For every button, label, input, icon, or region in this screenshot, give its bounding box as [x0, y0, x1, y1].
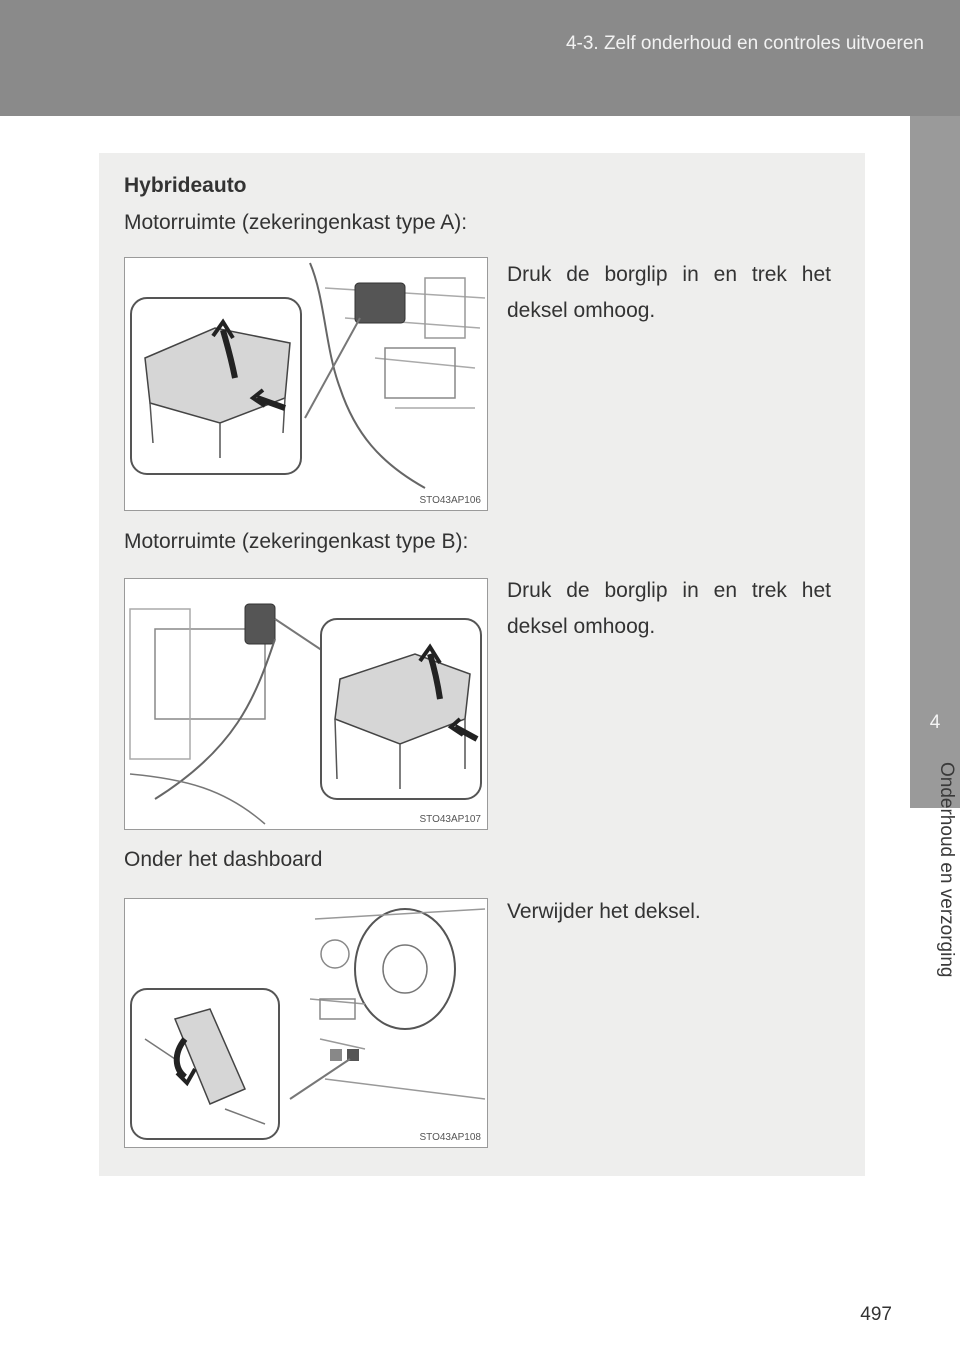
- side-tab-spacer: [910, 116, 960, 348]
- section-label-type-a: Motorruimte (zekeringenkast type A):: [124, 211, 468, 234]
- figure-fusebox-dashboard: [124, 898, 488, 1148]
- instruction-type-b: Druk de borglip in en trek het deksel omhoog.: [507, 579, 831, 638]
- figure-code-a: STO43AP106: [419, 495, 481, 506]
- section-heading: Hybrideauto: [124, 174, 247, 197]
- section-label-type-b: Motorruimte (zekeringenkast type B):: [124, 530, 469, 553]
- figure-fusebox-type-a: [124, 257, 488, 511]
- chapter-number: 4: [929, 712, 941, 733]
- page-number: 497: [860, 1304, 892, 1325]
- instruction-dashboard: Verwijder het deksel.: [507, 900, 701, 923]
- dashboard-illustration: [125, 899, 487, 1147]
- engine-bay-illustration-b: [125, 579, 487, 829]
- instruction-type-a: Druk de borglip in en trek het deksel omhoog.: [507, 263, 831, 322]
- figure-code-b: STO43AP107: [419, 814, 481, 825]
- header-band: [0, 0, 960, 116]
- chapter-tab: [910, 348, 960, 808]
- chapter-label: Onderhoud en verzorging: [936, 762, 957, 978]
- figure-fusebox-type-b: [124, 578, 488, 830]
- engine-bay-illustration-a: [125, 258, 487, 510]
- section-label-dashboard: Onder het dashboard: [124, 848, 323, 871]
- section-title: 4-3. Zelf onderhoud en controles uitvoeren: [565, 33, 924, 54]
- figure-code-c: STO43AP108: [419, 1132, 481, 1143]
